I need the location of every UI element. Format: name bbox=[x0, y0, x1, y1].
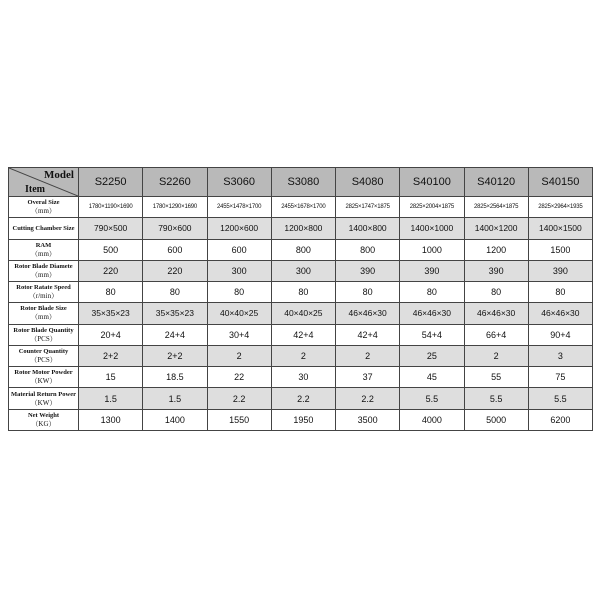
spec-value-cell: 790×500 bbox=[79, 218, 143, 239]
spec-value-cell: 54+4 bbox=[400, 324, 464, 345]
spec-value-cell: 46×46×30 bbox=[400, 303, 464, 324]
spec-value-cell: 1.5 bbox=[79, 388, 143, 409]
row-label-unit: （PCS） bbox=[30, 334, 57, 343]
row-label bbox=[9, 282, 79, 303]
row-label-name: RAM bbox=[35, 241, 52, 249]
row-label-unit: （mm） bbox=[31, 313, 56, 322]
header-row bbox=[9, 168, 593, 197]
spec-value-cell: 2 bbox=[271, 345, 335, 366]
spec-value-cell: 20+4 bbox=[79, 324, 143, 345]
model-item-corner-cell bbox=[9, 168, 79, 197]
item-label: Item bbox=[25, 184, 45, 195]
spec-value-cell: 1000 bbox=[400, 239, 464, 260]
row-label bbox=[9, 218, 79, 239]
row-label-unit: （KG） bbox=[31, 419, 56, 428]
row-label-unit: （mm） bbox=[31, 270, 56, 279]
spec-value-cell: 75 bbox=[528, 367, 592, 388]
spec-value-cell: 55 bbox=[464, 367, 528, 388]
row-label-unit: （mm） bbox=[31, 207, 56, 216]
spec-value-cell: 2825×1747×1875 bbox=[336, 197, 400, 218]
row-label-name: Rotor Ratate Speed bbox=[16, 284, 71, 292]
row-label-unit: （KW） bbox=[30, 377, 57, 386]
spec-value-cell: 46×46×30 bbox=[336, 303, 400, 324]
spec-value-cell: 2 bbox=[336, 345, 400, 366]
spec-value-cell: 800 bbox=[271, 239, 335, 260]
table-row bbox=[9, 345, 593, 366]
spec-value-cell: 2825×2004×1875 bbox=[400, 197, 464, 218]
spec-value-cell: 45 bbox=[400, 367, 464, 388]
spec-value-cell: 1780×1190×1690 bbox=[79, 197, 143, 218]
spec-value-cell: 46×46×30 bbox=[464, 303, 528, 324]
spec-value-cell: 1400×800 bbox=[336, 218, 400, 239]
spec-value-cell: 220 bbox=[143, 260, 207, 281]
table-row bbox=[9, 409, 593, 430]
table-row bbox=[9, 197, 593, 218]
spec-value-cell: 2.2 bbox=[207, 388, 271, 409]
spec-value-cell: 2.2 bbox=[271, 388, 335, 409]
row-label bbox=[9, 197, 79, 218]
model-header: S40150 bbox=[528, 168, 592, 197]
spec-value-cell: 15 bbox=[79, 367, 143, 388]
spec-value-cell: 1500 bbox=[528, 239, 592, 260]
spec-value-cell: 40×40×25 bbox=[207, 303, 271, 324]
table-row bbox=[9, 388, 593, 409]
spec-value-cell: 2825×2964×1935 bbox=[528, 197, 592, 218]
model-header: S2260 bbox=[143, 168, 207, 197]
table-row bbox=[9, 218, 593, 239]
spec-value-cell: 800 bbox=[336, 239, 400, 260]
spec-value-cell: 390 bbox=[528, 260, 592, 281]
row-label-name: Material Return Power bbox=[11, 390, 76, 398]
spec-value-cell: 25 bbox=[400, 345, 464, 366]
spec-value-cell: 35×35×23 bbox=[79, 303, 143, 324]
spec-value-cell: 1400×1000 bbox=[400, 218, 464, 239]
row-label-unit: （mm） bbox=[31, 249, 56, 258]
row-label bbox=[9, 260, 79, 281]
spec-value-cell: 80 bbox=[207, 282, 271, 303]
spec-value-cell: 80 bbox=[464, 282, 528, 303]
spec-value-cell: 1400 bbox=[143, 409, 207, 430]
spec-value-cell: 2 bbox=[207, 345, 271, 366]
spec-value-cell: 5.5 bbox=[400, 388, 464, 409]
spec-value-cell: 4000 bbox=[400, 409, 464, 430]
row-label-unit: （r/min） bbox=[28, 292, 59, 301]
spec-value-cell: 90+4 bbox=[528, 324, 592, 345]
row-label-name: Net Weight bbox=[27, 411, 60, 419]
spec-value-cell: 80 bbox=[528, 282, 592, 303]
spec-value-cell: 5.5 bbox=[528, 388, 592, 409]
spec-value-cell: 37 bbox=[336, 367, 400, 388]
spec-value-cell: 80 bbox=[79, 282, 143, 303]
spec-value-cell: 30+4 bbox=[207, 324, 271, 345]
spec-value-cell: 1400×1500 bbox=[528, 218, 592, 239]
table-row bbox=[9, 324, 593, 345]
spec-value-cell: 300 bbox=[207, 260, 271, 281]
spec-value-cell: 1200×600 bbox=[207, 218, 271, 239]
spec-value-cell: 40×40×25 bbox=[271, 303, 335, 324]
row-label-name: Cutting Chamber Size bbox=[12, 224, 75, 232]
spec-value-cell: 2 bbox=[464, 345, 528, 366]
row-label-unit: （KW） bbox=[30, 398, 57, 407]
model-header: S2250 bbox=[79, 168, 143, 197]
spec-value-cell: 80 bbox=[336, 282, 400, 303]
spec-value-cell: 2+2 bbox=[79, 345, 143, 366]
spec-value-cell: 1550 bbox=[207, 409, 271, 430]
spec-value-cell: 66+4 bbox=[464, 324, 528, 345]
spec-value-cell: 2.2 bbox=[336, 388, 400, 409]
spec-value-cell: 220 bbox=[79, 260, 143, 281]
spec-value-cell: 18.5 bbox=[143, 367, 207, 388]
row-label-name: Counter Quantity bbox=[18, 347, 69, 355]
spec-value-cell: 42+4 bbox=[271, 324, 335, 345]
spec-value-cell: 42+4 bbox=[336, 324, 400, 345]
spec-value-cell: 2825×2564×1875 bbox=[464, 197, 528, 218]
spec-value-cell: 1.5 bbox=[143, 388, 207, 409]
spec-value-cell: 390 bbox=[400, 260, 464, 281]
row-label bbox=[9, 409, 79, 430]
spec-value-cell: 790×600 bbox=[143, 218, 207, 239]
model-header: S3060 bbox=[207, 168, 271, 197]
spec-value-cell: 1780×1290×1690 bbox=[143, 197, 207, 218]
table-row bbox=[9, 260, 593, 281]
row-label bbox=[9, 324, 79, 345]
row-label-name: Rotor Blade Diamete bbox=[14, 262, 73, 270]
spec-value-cell: 35×35×23 bbox=[143, 303, 207, 324]
spec-value-cell: 3500 bbox=[336, 409, 400, 430]
row-label bbox=[9, 367, 79, 388]
spec-value-cell: 500 bbox=[79, 239, 143, 260]
row-label-name: Rotor Blade Size bbox=[20, 305, 67, 313]
spec-value-cell: 600 bbox=[143, 239, 207, 260]
table-row bbox=[9, 367, 593, 388]
model-header: S40120 bbox=[464, 168, 528, 197]
spec-value-cell: 1300 bbox=[79, 409, 143, 430]
spec-value-cell: 1400×1200 bbox=[464, 218, 528, 239]
row-label-name: Rotor Motor Powder bbox=[14, 369, 73, 377]
spec-value-cell: 390 bbox=[464, 260, 528, 281]
model-header: S4080 bbox=[336, 168, 400, 197]
spec-value-cell: 300 bbox=[271, 260, 335, 281]
spec-value-cell: 80 bbox=[143, 282, 207, 303]
table-row bbox=[9, 239, 593, 260]
row-label bbox=[9, 388, 79, 409]
row-label-unit: （PCS） bbox=[30, 355, 57, 364]
spec-value-cell: 6200 bbox=[528, 409, 592, 430]
table-row bbox=[9, 303, 593, 324]
spec-value-cell: 22 bbox=[207, 367, 271, 388]
row-label-name: Overal Size bbox=[27, 199, 60, 207]
spec-value-cell: 2+2 bbox=[143, 345, 207, 366]
spec-value-cell: 600 bbox=[207, 239, 271, 260]
spec-value-cell: 5.5 bbox=[464, 388, 528, 409]
row-label bbox=[9, 239, 79, 260]
spec-value-cell: 3 bbox=[528, 345, 592, 366]
row-label-name: Rotor Blade Quantity bbox=[13, 326, 74, 334]
spec-value-cell: 46×46×30 bbox=[528, 303, 592, 324]
spec-value-cell: 80 bbox=[400, 282, 464, 303]
spec-value-cell: 1200×800 bbox=[271, 218, 335, 239]
spec-value-cell: 24+4 bbox=[143, 324, 207, 345]
spec-table bbox=[8, 167, 593, 431]
row-label bbox=[9, 303, 79, 324]
model-header: S3080 bbox=[271, 168, 335, 197]
model-label: Model bbox=[44, 169, 74, 181]
spec-value-cell: 5000 bbox=[464, 409, 528, 430]
spec-value-cell: 2455×1478×1700 bbox=[207, 197, 271, 218]
spec-body bbox=[9, 197, 593, 431]
model-header: S40100 bbox=[400, 168, 464, 197]
row-label bbox=[9, 345, 79, 366]
spec-value-cell: 390 bbox=[336, 260, 400, 281]
spec-value-cell: 80 bbox=[271, 282, 335, 303]
spec-value-cell: 30 bbox=[271, 367, 335, 388]
table-row bbox=[9, 282, 593, 303]
spec-value-cell: 1200 bbox=[464, 239, 528, 260]
spec-value-cell: 2455×1678×1700 bbox=[271, 197, 335, 218]
spec-value-cell: 1950 bbox=[271, 409, 335, 430]
